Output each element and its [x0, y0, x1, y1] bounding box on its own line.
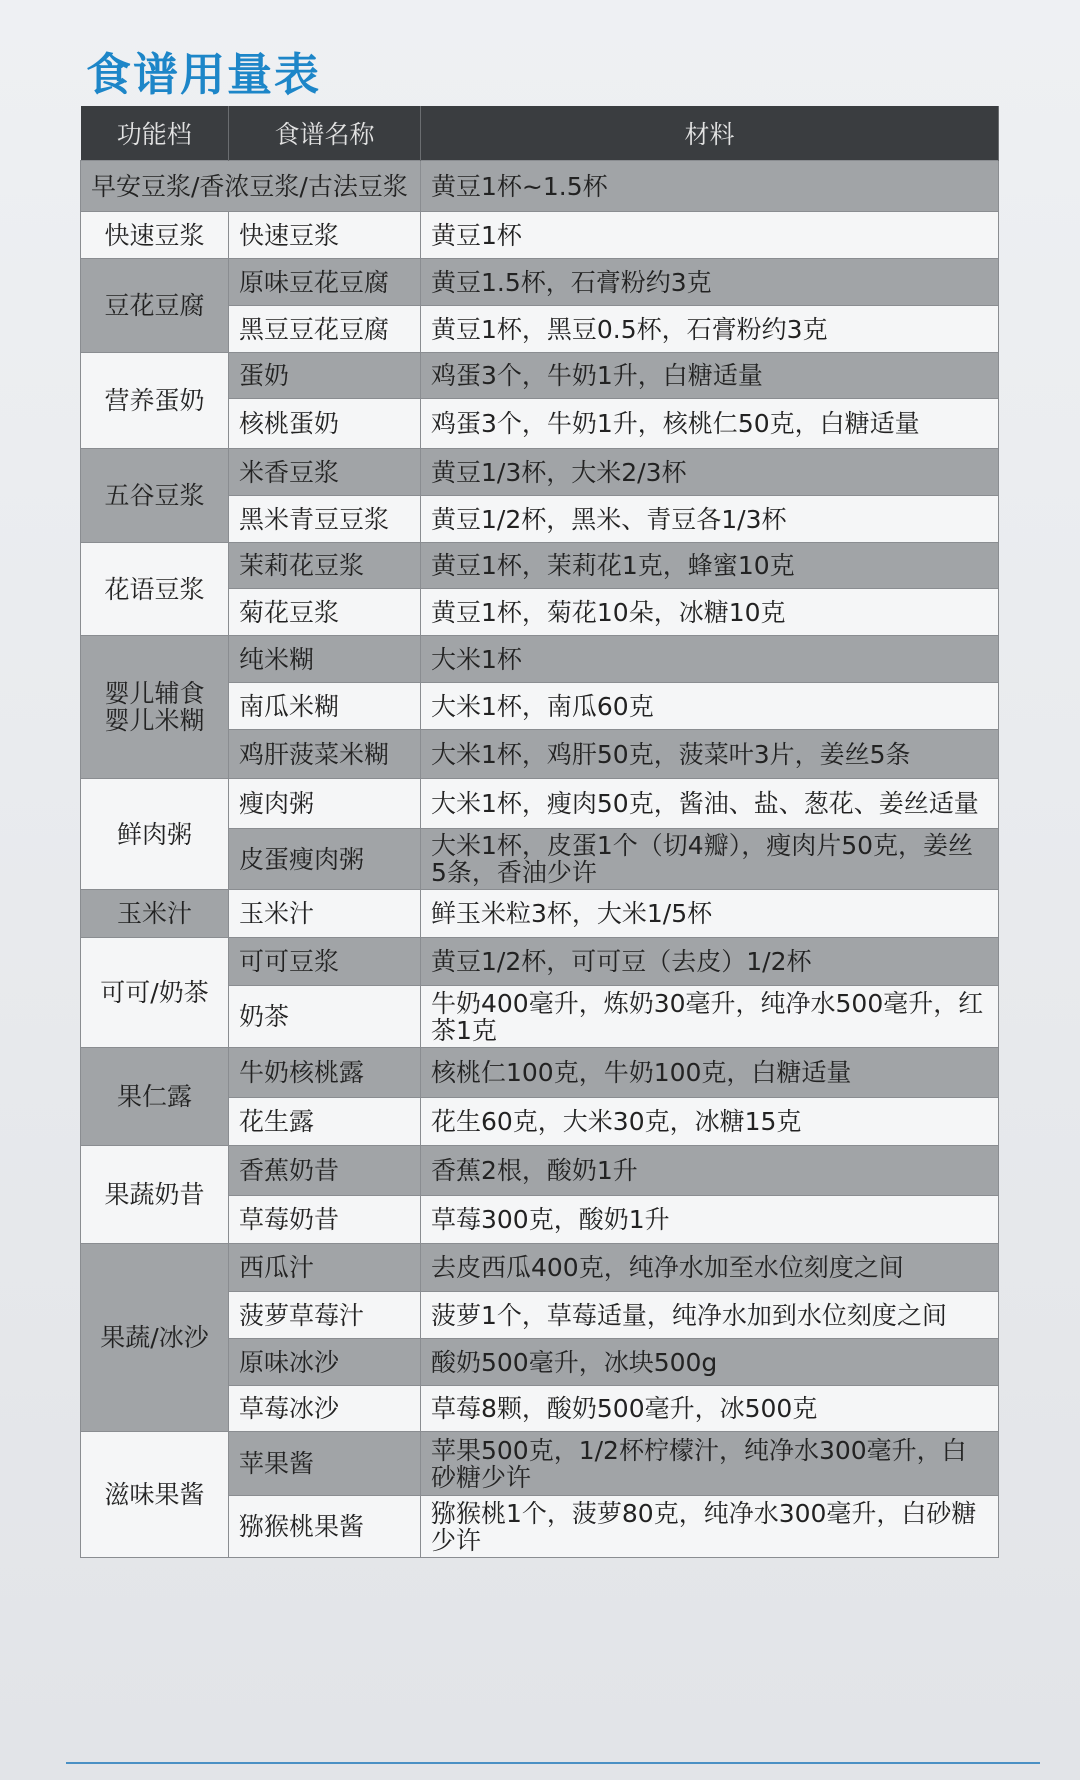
recipe-name-cell: 菠萝草莓汁: [229, 1292, 421, 1339]
material-cell: 牛奶400毫升，炼奶30毫升，纯净水500毫升，红茶1克: [421, 986, 999, 1048]
material-cell: 大米1杯，皮蛋1个（切4瓣），瘦肉片50克，姜丝5条，香油少许: [421, 829, 999, 890]
material-cell: 鸡蛋3个，牛奶1升，白糖适量: [421, 353, 999, 399]
recipe-name-cell: 瘦肉粥: [229, 779, 421, 829]
material-cell: 菠萝1个，草莓适量，纯净水加到水位刻度之间: [421, 1292, 999, 1339]
material-cell: 去皮西瓜400克，纯净水加至水位刻度之间: [421, 1244, 999, 1292]
material-cell: 酸奶500毫升，冰块500g: [421, 1339, 999, 1386]
recipe-name-cell: 香蕉奶昔: [229, 1146, 421, 1196]
material-cell: 苹果500克，1/2杯柠檬汁，纯净水300毫升，白砂糖少许: [421, 1432, 999, 1496]
material-cell: 大米1杯，鸡肝50克，菠菜叶3片，姜丝5条: [421, 730, 999, 779]
material-cell: 黄豆1杯，茉莉花1克，蜂蜜10克: [421, 543, 999, 589]
category-cell: 婴儿辅食 婴儿米糊: [81, 636, 229, 779]
category-cell: 花语豆浆: [81, 543, 229, 636]
header-function: 功能档: [81, 106, 229, 161]
category-cell: 营养蛋奶: [81, 353, 229, 449]
category-cell: 果蔬奶昔: [81, 1146, 229, 1244]
material-cell: 大米1杯: [421, 636, 999, 683]
recipe-name-cell: 黑豆豆花豆腐: [229, 306, 421, 353]
recipe-name-cell: 核桃蛋奶: [229, 399, 421, 449]
recipe-name-cell: 米香豆浆: [229, 449, 421, 496]
table-row: [81, 212, 999, 259]
category-cell: 豆花豆腐: [81, 259, 229, 353]
table-row: [81, 449, 999, 496]
table-row: [81, 353, 999, 399]
table-row: [81, 1146, 999, 1196]
recipe-name-cell: 奶茶: [229, 986, 421, 1048]
material-cell: 黄豆1杯，黑豆0.5杯，石膏粉约3克: [421, 306, 999, 353]
page-title: 食谱用量表: [86, 48, 322, 101]
recipe-name-cell: 皮蛋瘦肉粥: [229, 829, 421, 890]
recipe-name-cell: 茉莉花豆浆: [229, 543, 421, 589]
recipe-name-cell: 快速豆浆: [229, 212, 421, 259]
recipe-name-cell: 猕猴桃果酱: [229, 1496, 421, 1558]
recipe-name-cell: 原味冰沙: [229, 1339, 421, 1386]
category-cell: 可可/奶茶: [81, 938, 229, 1048]
material-cell: 草莓8颗，酸奶500毫升，冰500克: [421, 1386, 999, 1432]
header-recipe-name: 食谱名称: [229, 106, 421, 161]
table-row: [81, 779, 999, 829]
table-row: [81, 1432, 999, 1496]
recipe-name-cell: 南瓜米糊: [229, 683, 421, 730]
material-cell: 猕猴桃1个，菠萝80克，纯净水300毫升，白砂糖少许: [421, 1496, 999, 1558]
recipe-name-cell: 原味豆花豆腐: [229, 259, 421, 306]
table-row: [81, 1244, 999, 1292]
table-row: [81, 259, 999, 306]
recipe-name-cell: 可可豆浆: [229, 938, 421, 986]
recipe-name-cell: 草莓冰沙: [229, 1386, 421, 1432]
material-cell: 黄豆1.5杯，石膏粉约3克: [421, 259, 999, 306]
material-cell: 黄豆1/2杯，可可豆（去皮）1/2杯: [421, 938, 999, 986]
category-cell: 滋味果酱: [81, 1432, 229, 1558]
table-row: [81, 543, 999, 589]
table-row: [81, 1048, 999, 1098]
category-cell: 鲜肉粥: [81, 779, 229, 890]
recipe-table: [80, 106, 999, 1558]
category-cell: 五谷豆浆: [81, 449, 229, 543]
material-cell: 草莓300克，酸奶1升: [421, 1196, 999, 1244]
recipe-name-cell: 纯米糊: [229, 636, 421, 683]
recipe-name-cell: 草莓奶昔: [229, 1196, 421, 1244]
material-cell: 大米1杯，南瓜60克: [421, 683, 999, 730]
material-cell: 鲜玉米粒3杯，大米1/5杯: [421, 890, 999, 938]
material-cell: 花生60克，大米30克，冰糖15克: [421, 1098, 999, 1146]
table-row: [81, 636, 999, 683]
recipe-name-cell: 玉米汁: [229, 890, 421, 938]
category-cell: 玉米汁: [81, 890, 229, 938]
material-cell: 黄豆1杯: [421, 212, 999, 259]
recipe-name-cell: 花生露: [229, 1098, 421, 1146]
header-materials: 材料: [421, 106, 999, 161]
recipe-name-cell: 牛奶核桃露: [229, 1048, 421, 1098]
recipe-name-cell: 苹果酱: [229, 1432, 421, 1496]
table-row-first: [81, 161, 999, 212]
category-cell: 快速豆浆: [81, 212, 229, 259]
table-row: [81, 890, 999, 938]
recipe-name-cell: 鸡肝菠菜米糊: [229, 730, 421, 779]
category-cell: 果蔬/冰沙: [81, 1244, 229, 1432]
first-row-label: 早安豆浆/香浓豆浆/古法豆浆: [81, 161, 421, 212]
material-cell: 大米1杯，瘦肉50克，酱油、盐、葱花、姜丝适量: [421, 779, 999, 829]
material-cell: 黄豆1/2杯，黑米、青豆各1/3杯: [421, 496, 999, 543]
category-cell: 果仁露: [81, 1048, 229, 1146]
first-row-material: 黄豆1杯~1.5杯: [421, 161, 999, 212]
recipe-name-cell: 菊花豆浆: [229, 589, 421, 636]
material-cell: 鸡蛋3个，牛奶1升，核桃仁50克，白糖适量: [421, 399, 999, 449]
recipe-name-cell: 蛋奶: [229, 353, 421, 399]
material-cell: 黄豆1/3杯，大米2/3杯: [421, 449, 999, 496]
recipe-name-cell: 黑米青豆豆浆: [229, 496, 421, 543]
table-header-row: [81, 106, 999, 161]
recipe-name-cell: 西瓜汁: [229, 1244, 421, 1292]
table-row: [81, 938, 999, 986]
material-cell: 核桃仁100克，牛奶100克，白糖适量: [421, 1048, 999, 1098]
material-cell: 香蕉2根，酸奶1升: [421, 1146, 999, 1196]
footer-divider: [66, 1762, 1040, 1764]
material-cell: 黄豆1杯，菊花10朵，冰糖10克: [421, 589, 999, 636]
